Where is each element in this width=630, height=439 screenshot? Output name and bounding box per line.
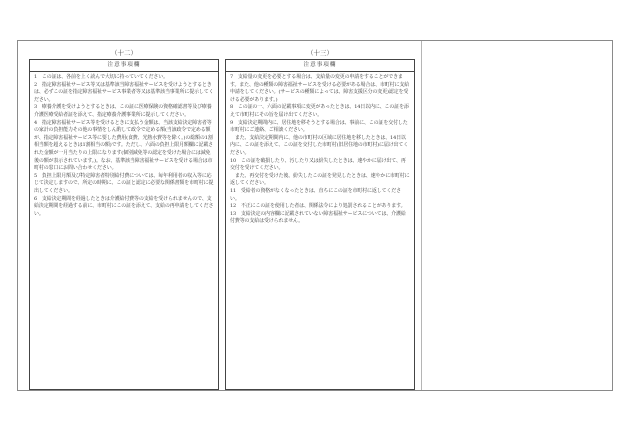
notice-box-title: 注意事項欄 — [226, 60, 414, 72]
notice-box — [225, 59, 415, 390]
page-divider — [421, 41, 422, 390]
notice-column-12 — [29, 48, 219, 217]
notice-box-title: 注意事項欄 — [30, 60, 218, 72]
notice-item-9: 9 支給決定期間内に、居住地を移そうとする場合は、事前に、この証を交付した市町村にご連絡、ご相談ください。 — [230, 119, 408, 134]
notice-item-1: 1 この証は、各前を上く読んで大切に持っていてください。 — [34, 74, 168, 80]
notice-column-13 — [225, 48, 415, 225]
notice-item-12: 12 不正にこの証を使用した者は、関係法令により処罰されることがあります。 — [230, 203, 406, 210]
notice-item-4: 4 指定障害福祉サービス等を受けるときに支払う金額は、当該支給決定障害者等の家計の負担能力その他の事情をしん酌して政令で定める額(当該政令で定める額が、指定障害福祉サービス等に要した費用(食費、光熱水費等を除く。)の総額の1割相当額を超えるときは1割相当の額)です。ただし、六面の負担上限月額欄に記載された金額が一月当たりの上限になります(個別減免等の認定を受けた場合には減免後の額が表示されています。)。なお、基準該当障害福祉サービスを受ける場合は市町村の窓口にお問い合わせください。 — [34, 119, 214, 172]
document-sheet — [17, 40, 613, 391]
notice-item-10-cont: また、再交付を受けた後、紛失したこの証を発見したときは、速やかに市町村に返してください。 — [230, 172, 410, 187]
notice-box-body — [30, 72, 218, 218]
notice-item-13: 13 支給決定の内容欄に記載されていない障害福祉サービスについては、介護給付費等の支給は受けられません。 — [230, 210, 406, 225]
notice-item-7: 7 支給量の変更を必要とする場合は、支給量の変更の申請をすることができます。また、他の種類の障害福祉サービスを受ける必要がある場合は、市町村に支給申請をしてください。(サービスの種類によっては、障害支援区分の変更)認定を受ける必要があります。) — [230, 74, 410, 103]
notice-item-11: 11 受給者の資格がなくなったときは、直ちにこの証を市町村に返してください。 — [230, 187, 401, 202]
page-number-heading: （十二） — [111, 49, 137, 57]
notice-item-2: 2 指定障害福祉サービス等又は基準該当障害福祉サービスを受けようとするときは、必ずこの証を指定障害福祉サービス事業者等又は基準該当事業所に提示してください。 — [34, 81, 214, 103]
notice-item-5: 5 負担上限月額及び特定障害者特別給付費については、毎年利用者の収入等に応じて決定しますので、所定の時期に、この証と認定に必要な関係書類を市町村に提出してください。 — [34, 172, 214, 194]
notice-item-6: 6 支給決定期間を経過したときは介護給付費等の支給を受けられませんので、支給決定期間を経過する前に、市町村にこの証を添えて、支給の再申請をしてください。 — [34, 195, 214, 217]
notice-item-3: 3 療養介護を受けようとするときは、この証に医療保険の資格確認書等及び療養介護医療受給者証を添えて、指定療養介護事業所に提示してください。 — [34, 104, 212, 118]
notice-item-8: 8 この証の一、六面の記載事項に変更があったときは、14日以内に、この証を添えて市町村にその旨を届け出てください。 — [230, 104, 409, 118]
notice-item-9-cont: また、支給決定期間内に、他の市町村の区域に居住地を移したときは、14日以内に、この証を添えて、この証を交付した市町村(旧居住地の市町村)に届け出てください。 — [230, 134, 409, 156]
notice-item-10: 10 この証を破損したり、汚したり又は紛失したときは、速やかに届け出て、再交付を受けてください。 — [230, 157, 406, 172]
notice-box-body — [226, 72, 414, 226]
notice-box — [29, 59, 219, 390]
page-number-heading: （十三） — [307, 49, 333, 57]
